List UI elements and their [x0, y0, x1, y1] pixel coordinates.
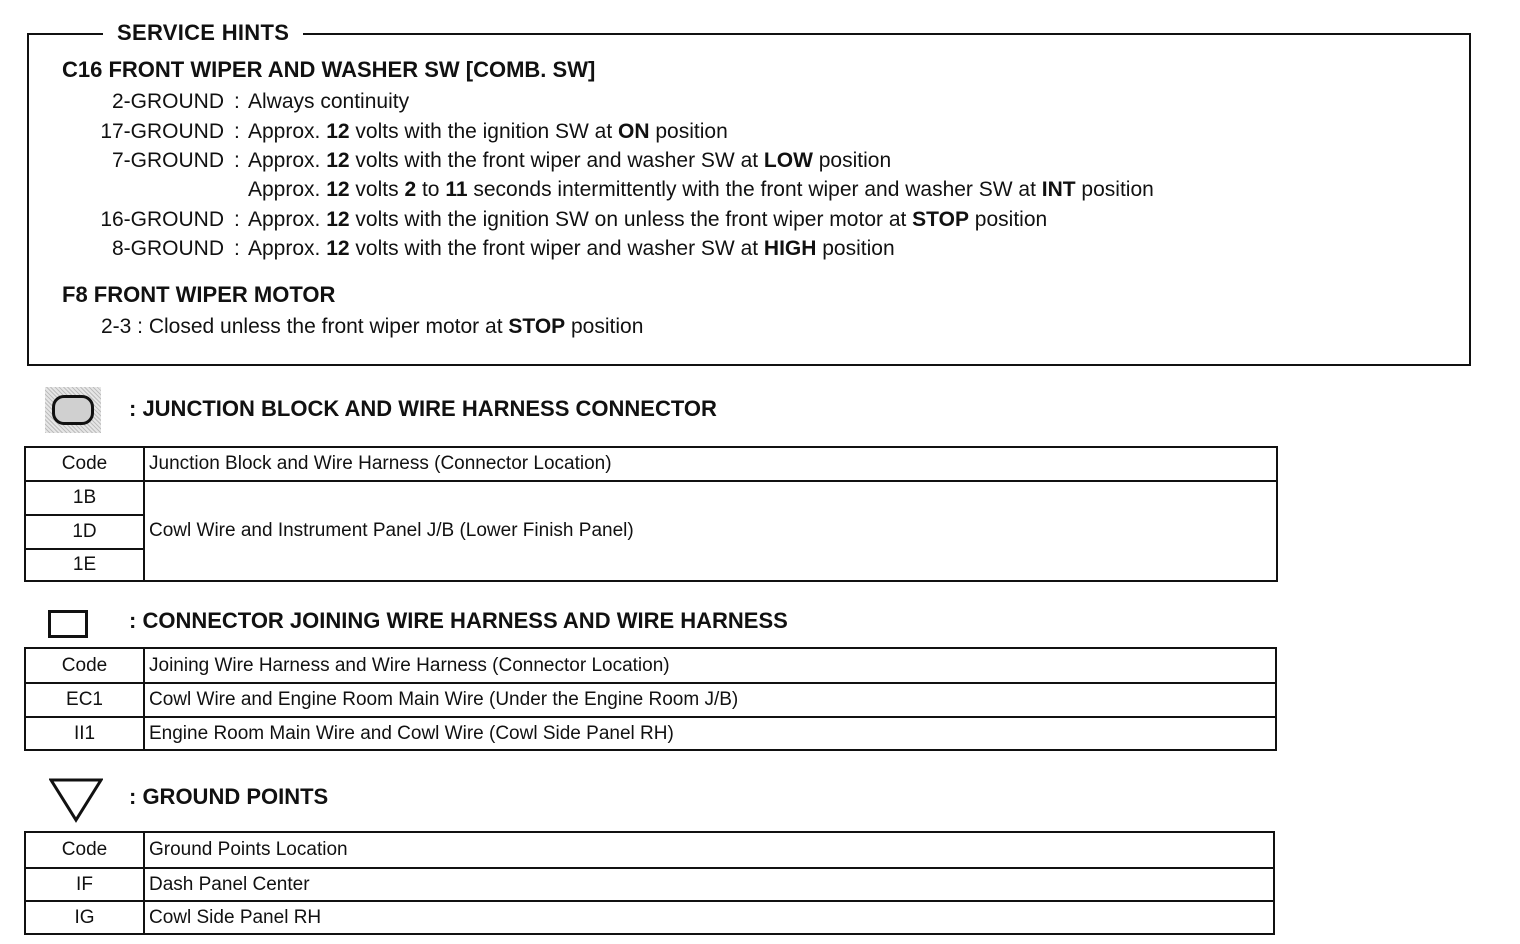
junction-block-table: [24, 446, 1278, 582]
code-header: Code: [25, 447, 144, 481]
emphasized-value: 12: [326, 178, 350, 201]
hint-text-run: position: [565, 315, 644, 338]
table-row: [25, 868, 1274, 901]
condition-text: [248, 176, 1154, 204]
hint-text-run: position: [649, 120, 728, 143]
emphasized-value: ON: [618, 120, 650, 143]
condition-text: [248, 118, 728, 146]
table-header-row: [25, 832, 1274, 868]
table-row: [25, 481, 1277, 515]
hint-line: [0, 118, 1400, 146]
condition-text: [248, 147, 891, 175]
emphasized-value: STOP: [912, 208, 969, 231]
separator: :: [234, 90, 240, 113]
code-cell: 1B: [25, 481, 144, 515]
junction-block-legend-title: : JUNCTION BLOCK AND WIRE HARNESS CONNECTOR: [129, 396, 717, 421]
separator: :: [234, 149, 240, 172]
hint-text-run: Always continuity: [248, 90, 410, 113]
hint-text-run: volts with the front wiper and washer SW at: [349, 237, 764, 260]
connector-icon: [48, 610, 88, 638]
location-header: Joining Wire Harness and Wire Harness (Connector Location): [144, 648, 1276, 683]
terminal-label: 8-GROUND: [111, 237, 224, 260]
hint-text-run: Approx.: [248, 178, 327, 201]
code-cell: 1E: [25, 549, 144, 581]
code-cell: IG: [25, 901, 144, 934]
emphasized-value: 12: [326, 208, 350, 231]
code-header: Code: [25, 832, 144, 868]
location-cell: Engine Room Main Wire and Cowl Wire (Cowl Side Panel RH): [144, 717, 1276, 750]
location-cell: Dash Panel Center: [144, 868, 1274, 901]
junction-block-icon-shape: [52, 395, 94, 425]
hint-text-run: volts with the front wiper and washer SW at: [349, 149, 764, 172]
hint-line: [0, 88, 1400, 116]
terminal-label: 2-GROUND: [111, 90, 224, 113]
code-header: Code: [25, 648, 144, 683]
location-cell: Cowl Side Panel RH: [144, 901, 1274, 934]
emphasized-value: 12: [326, 149, 350, 172]
code-cell: II1: [25, 717, 144, 750]
code-cell: IF: [25, 868, 144, 901]
emphasized-value: 2: [404, 178, 417, 201]
location-cell: Cowl Wire and Engine Room Main Wire (Under the Engine Room J/B): [144, 683, 1276, 717]
table-row: [25, 717, 1276, 750]
condition-text: [248, 235, 895, 263]
hint-text-run: seconds intermittently with the front wiper and washer SW at: [467, 178, 1042, 201]
emphasized-value: 11: [445, 178, 468, 201]
condition-text: [248, 206, 1047, 234]
code-cell: 1D: [25, 515, 144, 549]
terminal-label: 7-GROUND: [111, 149, 224, 172]
junction-block-icon: [45, 387, 101, 433]
ground-legend-title: : GROUND POINTS: [129, 784, 329, 809]
location-header: Junction Block and Wire Harness (Connector Location): [144, 447, 1277, 481]
hint-text-run: volts with the ignition SW on unless the front wiper motor at: [349, 208, 913, 231]
f8-hint-line: [101, 313, 643, 341]
separator: :: [234, 237, 240, 260]
hint-text-run: volts: [349, 178, 405, 201]
hint-line: [0, 206, 1400, 234]
terminal-label: 17-GROUND: [100, 120, 224, 143]
hint-text-run: position: [968, 208, 1048, 231]
hint-text-run: Approx.: [248, 208, 327, 231]
hint-line: [0, 235, 1400, 263]
emphasized-value: HIGH: [763, 237, 817, 260]
connector-table: [24, 647, 1277, 751]
emphasized-value: 12: [326, 120, 350, 143]
hint-text-run: Approx.: [248, 120, 327, 143]
hint-line: [0, 147, 1400, 175]
hint-text-run: Approx.: [248, 237, 327, 260]
location-header: Ground Points Location: [144, 832, 1274, 868]
separator: :: [234, 208, 240, 231]
emphasized-value: INT: [1041, 178, 1076, 201]
hint-text-run: 2-3 : Closed unless the front wiper motor at: [101, 315, 509, 338]
hint-text-run: to: [416, 178, 446, 201]
location-cell: Cowl Wire and Instrument Panel J/B (Lower Finish Panel): [144, 481, 1277, 581]
table-row: [25, 683, 1276, 717]
hint-text-run: Approx.: [248, 149, 327, 172]
terminal-label: 16-GROUND: [100, 208, 224, 231]
hint-text-run: position: [1075, 178, 1154, 201]
table-header-row: [25, 648, 1276, 683]
ground-table: [24, 831, 1275, 935]
emphasized-value: 12: [326, 237, 350, 260]
hint-text-run: volts with the ignition SW at: [349, 120, 619, 143]
service-hints-title: SERVICE HINTS: [103, 19, 303, 47]
code-cell: EC1: [25, 683, 144, 717]
ground-triangle-icon: [49, 777, 103, 823]
hint-text-run: position: [812, 149, 892, 172]
emphasized-value: STOP: [508, 315, 566, 338]
table-row: [25, 901, 1274, 934]
hint-text-run: position: [816, 237, 895, 260]
connector-legend-title: : CONNECTOR JOINING WIRE HARNESS AND WIRE HARNESS: [129, 608, 788, 633]
c16-heading: C16 FRONT WIPER AND WASHER SW [COMB. SW]: [62, 57, 596, 82]
hint-line: [0, 176, 1400, 204]
f8-heading: F8 FRONT WIPER MOTOR: [62, 282, 336, 307]
table-header-row: [25, 447, 1277, 481]
emphasized-value: LOW: [763, 149, 813, 172]
condition-text: [248, 88, 409, 116]
separator: :: [234, 120, 240, 143]
